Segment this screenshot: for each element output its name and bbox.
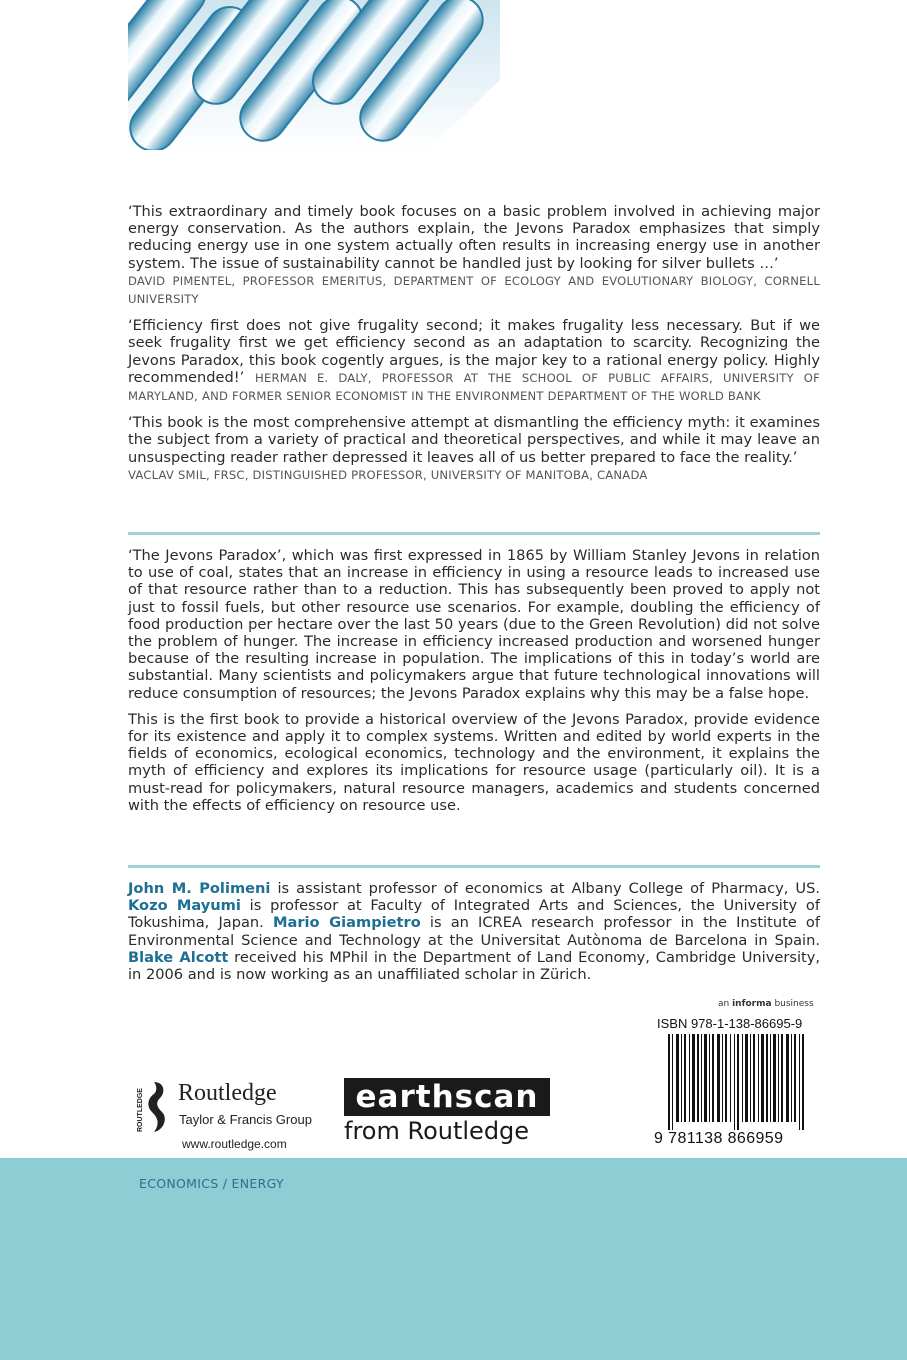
endorsement-1: ‘This extraordinary and timely book focuses on a basic problem involved in achieving major energy conservation. As the authors explain, the Jevons Paradox emphasizes that simply reducing energy use in one system actually often results in increasing energy use in another system. The issue of sustainability cannot be handled just by looking for silver bullets …’ DAVID PIMENTEL, PROFESSOR EMERITUS, DEPARTMENT OF ECOLOGY AND EVOLUTIONARY BIOLOGY, CORNELL UNIVERSITY (128, 203, 820, 307)
routledge-logo-icon (134, 1078, 172, 1136)
author-bios (128, 880, 820, 983)
divider-2 (128, 865, 820, 868)
isbn-label: ISBN 978-1-138-86695-9 (657, 1016, 803, 1031)
endorsement-2-attribution: HERMAN E. DALY, PROFESSOR AT THE SCHOOL OF PUBLIC AFFAIRS, UNIVERSITY OF MARYLAND, AND FORMER SENIOR ECONOMIST IN THE ENVIRONMENT DEPARTMENT OF THE WORLD BANK (128, 370, 820, 404)
routledge-vertical-wordmark: ROUTLEDGE (137, 1088, 144, 1132)
category-band (0, 1158, 907, 1360)
author-name-giampietro: Mario Giampietro (272, 914, 421, 932)
routledge-subtitle: Taylor & Francis Group (179, 1112, 312, 1127)
author-bios-text: John M. Polimeni is assistant professor of economics at Albany College of Pharmacy, US. Kozo Mayumi is professor at Faculty of Integrated Arts and Sciences, the University of Tokushima, Japan. Mario Giampietro is an ICREA research professor in the Institute of Environmental Science and Technology at the Universitat Autònoma de Barcelona in Spain. Blake Alcott received his MPhil in the Department of Land Economy, Cambridge University, in 2006 and is now working as an unaffiliated scholar in Zürich. (128, 880, 821, 984)
routledge-name: Routledge (178, 1080, 277, 1106)
description-paragraph-1: ‘The Jevons Paradox’, which was first expressed in 1865 by William Stanley Jevons in relation to use of coal, states that an increase in efficiency in using a resource leads to increased use of that resource rather than to a reduction. This has subsequently been proved to apply not just to fossil fuels, but other resource use scenarios. For example, doubling the efficiency of food production per hectare over the last 50 years (due to the Green Revolution) did not solve the problem of hunger. The increase in efficiency increased production and worsened hunger because of the resulting increase in population. The implications of this in today’s world are substantial. Many scientists and policymakers argue that future technological innovations will reduce consumption of resources; the Jevons Paradox explains why this may be a false hope. (128, 547, 820, 702)
author-name-alcott: Blake Alcott (128, 948, 229, 966)
endorsement-2: ‘Efficiency first does not give frugality second; it makes frugality less necessary. But if we seek frugality first we get efficiency second as an adaptation to scarcity. Recognizing the Jevons Paradox, this book cogently argues, is the major key to a rational energy policy. Highly recommended!’ HERMAN E. DALY, PROFESSOR AT THE SCHOOL OF PUBLIC AFFAIRS, UNIVERSITY OF MARYLAND, AND FORMER SENIOR ECONOMIST IN THE ENVIRONMENT DEPARTMENT OF THE WORLD BANK (128, 317, 820, 404)
endorsements (128, 203, 820, 493)
barcode-digits: 9 781138 866959 (654, 1130, 784, 1147)
divider-1 (128, 532, 820, 535)
endorsement-3-attribution: VACLAV SMIL, FRSC, DISTINGUISHED PROFESSOR, UNIVERSITY OF MANITOBA, CANADA (128, 467, 648, 482)
author-name-mayumi: Kozo Mayumi (128, 897, 241, 915)
isbn-barcode (668, 1034, 808, 1130)
author-name-polimeni: John M. Polimeni (128, 880, 271, 897)
subject-category: ECONOMICS / ENERGY (139, 1176, 284, 1191)
description-paragraph-2: This is the first book to provide a historical overview of the Jevons Paradox, provide evidence for its existence and apply it to complex systems. Written and edited by world experts in the fields of economics, ecological economics, technology and the environment, it explains the myth of efficiency and explores its implications for resource usage (particularly oil). It is a must-read for policymakers, natural resource managers, academics and students concerned with the effects of efficiency on resource use. (128, 710, 820, 814)
endorsement-1-attribution: DAVID PIMENTEL, PROFESSOR EMERITUS, DEPARTMENT OF ECOLOGY AND EVOLUTIONARY BIOLOGY, CORNELL UNIVERSITY (128, 273, 820, 307)
earthscan-subtitle: from Routledge (344, 1117, 530, 1145)
endorsement-3: ‘This book is the most comprehensive attempt at dismantling the efficiency myth: it examines the subject from a variety of practical and theoretical perspectives, and while it may leave an unsuspecting reader rather depressed it leaves all of us better prepared to face the reality.’ VACLAV SMIL, FRSC, DISTINGUISHED PROFESSOR, UNIVERSITY OF MANITOBA, CANADA (128, 414, 820, 482)
routledge-website: www.routledge.com (182, 1137, 287, 1151)
informa-business-tagline: an informa business (718, 999, 814, 1009)
cover-photo-cfl-bulbs (128, 0, 500, 150)
earthscan-logo: earthscan (344, 1078, 550, 1116)
book-description (128, 547, 820, 823)
